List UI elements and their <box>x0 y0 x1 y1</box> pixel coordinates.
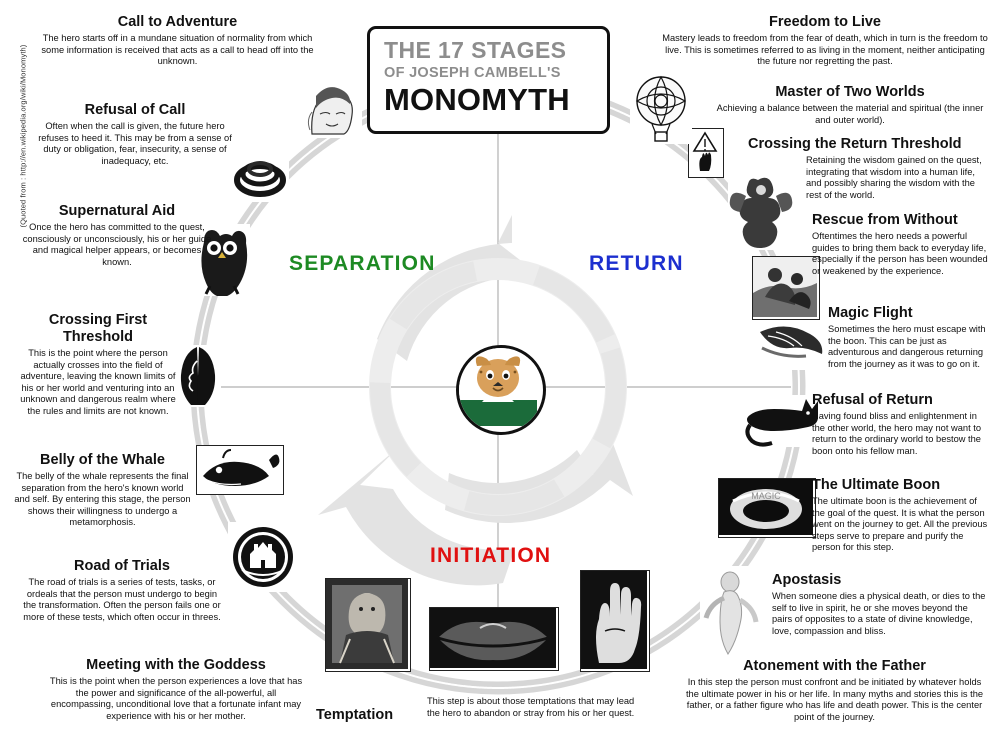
stage-temptation-description-block <box>427 696 642 719</box>
rescue-figures-icon <box>752 256 820 320</box>
stage-description: Having found bliss and enlightenment in the other world, the hero may not want to return to the ordinary world to bestow the boon onto his fellow man. <box>812 411 981 456</box>
stage-refusal-of-return <box>812 392 988 457</box>
wing-icon <box>756 318 826 370</box>
stage-supernatural-aid <box>22 203 212 268</box>
black-cat-icon <box>742 395 818 447</box>
stage-belly-of-the-whale <box>14 452 191 529</box>
stage-temptation <box>316 697 426 726</box>
stage-description: Sometimes the hero must escape with the boon. This can be just as adventurous and dangerous returning from the journey as it was to go on it. <box>828 324 986 369</box>
stage-crossing-the-return-threshold <box>748 136 988 201</box>
stage-title: Refusal of Return <box>812 392 933 408</box>
stage-description: Once the hero has committed to the quest, consciously or unconsciously, his or her guide and magical helper appears, or becomes known. <box>22 222 212 267</box>
hand-icon <box>580 570 650 672</box>
stage-description: In this step the person must confront and be initiated by whatever holds the ultimate power in his or her life. In many myths and stories this is the father, or a father figure who has life and death power. This is the center point of the journey. <box>685 677 984 722</box>
stage-title: Supernatural Aid <box>58 203 176 219</box>
stage-description: The ultimate boon is the achievement of the goal of the quest. It is what the person went on the journey to get. All the previous steps serve to prepare and purify the person for this step. <box>812 496 988 553</box>
stage-title: Master of Two Worlds <box>775 84 925 100</box>
title-box <box>367 26 610 134</box>
section-label-separation: SEPARATION <box>289 252 436 275</box>
stage-title: Magic Flight <box>828 305 913 321</box>
stage-title: Temptation <box>316 707 394 723</box>
stage-title: Atonement with the Father <box>743 658 926 674</box>
wikipedia-credit: (Quoted from : http://en.wikipedia.org/wiki/Monomyth) <box>18 44 28 228</box>
stage-call-to-adventure <box>40 14 315 68</box>
stage-magic-flight <box>828 305 988 370</box>
hot-air-balloon-icon <box>630 74 692 144</box>
stage-description: The belly of the whale represents the final separation from the hero's known world and self. By entering this stage, the person shows their willingness to undergo a metamorphosis. <box>14 471 191 528</box>
stage-description: When someone dies a physical death, or dies to the self to live in spirit, he or she moves beyond the pairs of opposites to a state of divine knowledge, love, compassion and bliss. <box>772 591 986 636</box>
stage-title: Crossing the Return Threshold <box>748 136 962 152</box>
stage-title: Apostasis <box>772 572 842 588</box>
stage-description: The road of trials is a series of tests, tasks, or ordeals that the person must undergo to begin the transformation. Often the person fails one or more of these tests, which often occur in threes. <box>23 577 221 622</box>
stage-refusal-of-call <box>36 102 234 167</box>
stage-master-of-two-worlds <box>712 84 988 126</box>
stage-crossing-first-threshold <box>18 312 178 418</box>
title-line-2: OF JOSEPH CAMBELL'S <box>384 65 561 81</box>
two-faces-profile-icon <box>175 345 221 407</box>
stage-title: Call to Adventure <box>117 14 238 30</box>
stage-meeting-with-the-goddess <box>48 657 304 722</box>
warning-sign-icon <box>688 128 724 178</box>
lips-icon <box>429 607 559 671</box>
stage-description: Achieving a balance between the material and spiritual (the inner and outer world). <box>716 103 984 125</box>
stage-road-of-trials <box>22 558 222 623</box>
stage-description: This is the point where the person actually crosses into the field of adventure, leaving the known limits of his or her world and venturing into an unknown and dangerous realm where the rules and limits are not known. <box>20 348 176 416</box>
stage-description: This step is about those temptations that may lead the hero to abandon or stray from his or her quest. <box>427 696 635 718</box>
stage-the-ultimate-boon <box>812 477 988 554</box>
stage-description: This is the point when the person experiences a love that has the power and significance of the all-powerful, all encompassing, unconditional love that a fortunate infant may experience with his or her mother. <box>49 676 303 721</box>
stage-title: Belly of the Whale <box>40 452 165 468</box>
castle-medallion-icon <box>228 522 298 592</box>
stage-description: Oftentimes the hero needs a powerful guides to bring them back to everyday life, especially if the person has been wounded or weakened by the experience. <box>812 231 988 276</box>
stage-atonement-with-the-father <box>683 658 986 723</box>
coiled-rope-icon <box>231 150 289 202</box>
stage-title: Meeting with the Goddess <box>86 657 266 673</box>
stage-title: Refusal of Call <box>84 102 186 118</box>
stage-title: Crossing First Threshold <box>48 312 148 345</box>
ring-icon <box>718 478 816 538</box>
goddess-figure-icon <box>325 578 411 672</box>
whale-icon <box>196 445 284 495</box>
stage-description: Often when the call is given, the future hero refuses to heed it. This may be from a sense of duty or obligation, fear, insecurity, a sense of inadequacy, etc. <box>38 121 232 166</box>
stage-description: Retaining the wisdom gained on the quest, integrating that wisdom into a human life, and possibly sharing the wisdom with the rest of the world. <box>806 155 982 200</box>
stage-freedom-to-live <box>662 14 988 68</box>
stage-description: The hero starts off in a mundane situation of normality from which some information is received that acts as a call to head off into the unknown. <box>41 33 314 67</box>
title-line-1: THE 17 STAGES <box>384 37 567 63</box>
portrait-face-icon <box>296 76 362 138</box>
stage-apostasis <box>772 572 987 637</box>
svg-text:MAGIC: MAGIC <box>751 491 781 501</box>
falling-figure-icon <box>700 566 764 658</box>
stage-description: Mastery leads to freedom from the fear of death, which in turn is the freedom to live. This is sometimes referred to as living in the moment, neither anticipating the future nor regretting the past. <box>662 33 988 67</box>
stage-title: Rescue from Without <box>812 212 958 228</box>
stage-rescue-from-without <box>812 212 988 277</box>
section-label-return: RETURN <box>589 252 684 275</box>
title-line-3: MONOMYTH <box>384 82 570 117</box>
center-medallion-hero-icon <box>456 345 546 435</box>
stage-title: Freedom to Live <box>769 14 881 30</box>
stage-title: Road of Trials <box>74 558 170 574</box>
stage-title: The Ultimate Boon <box>812 477 941 493</box>
section-label-initiation: INITIATION <box>430 544 552 567</box>
